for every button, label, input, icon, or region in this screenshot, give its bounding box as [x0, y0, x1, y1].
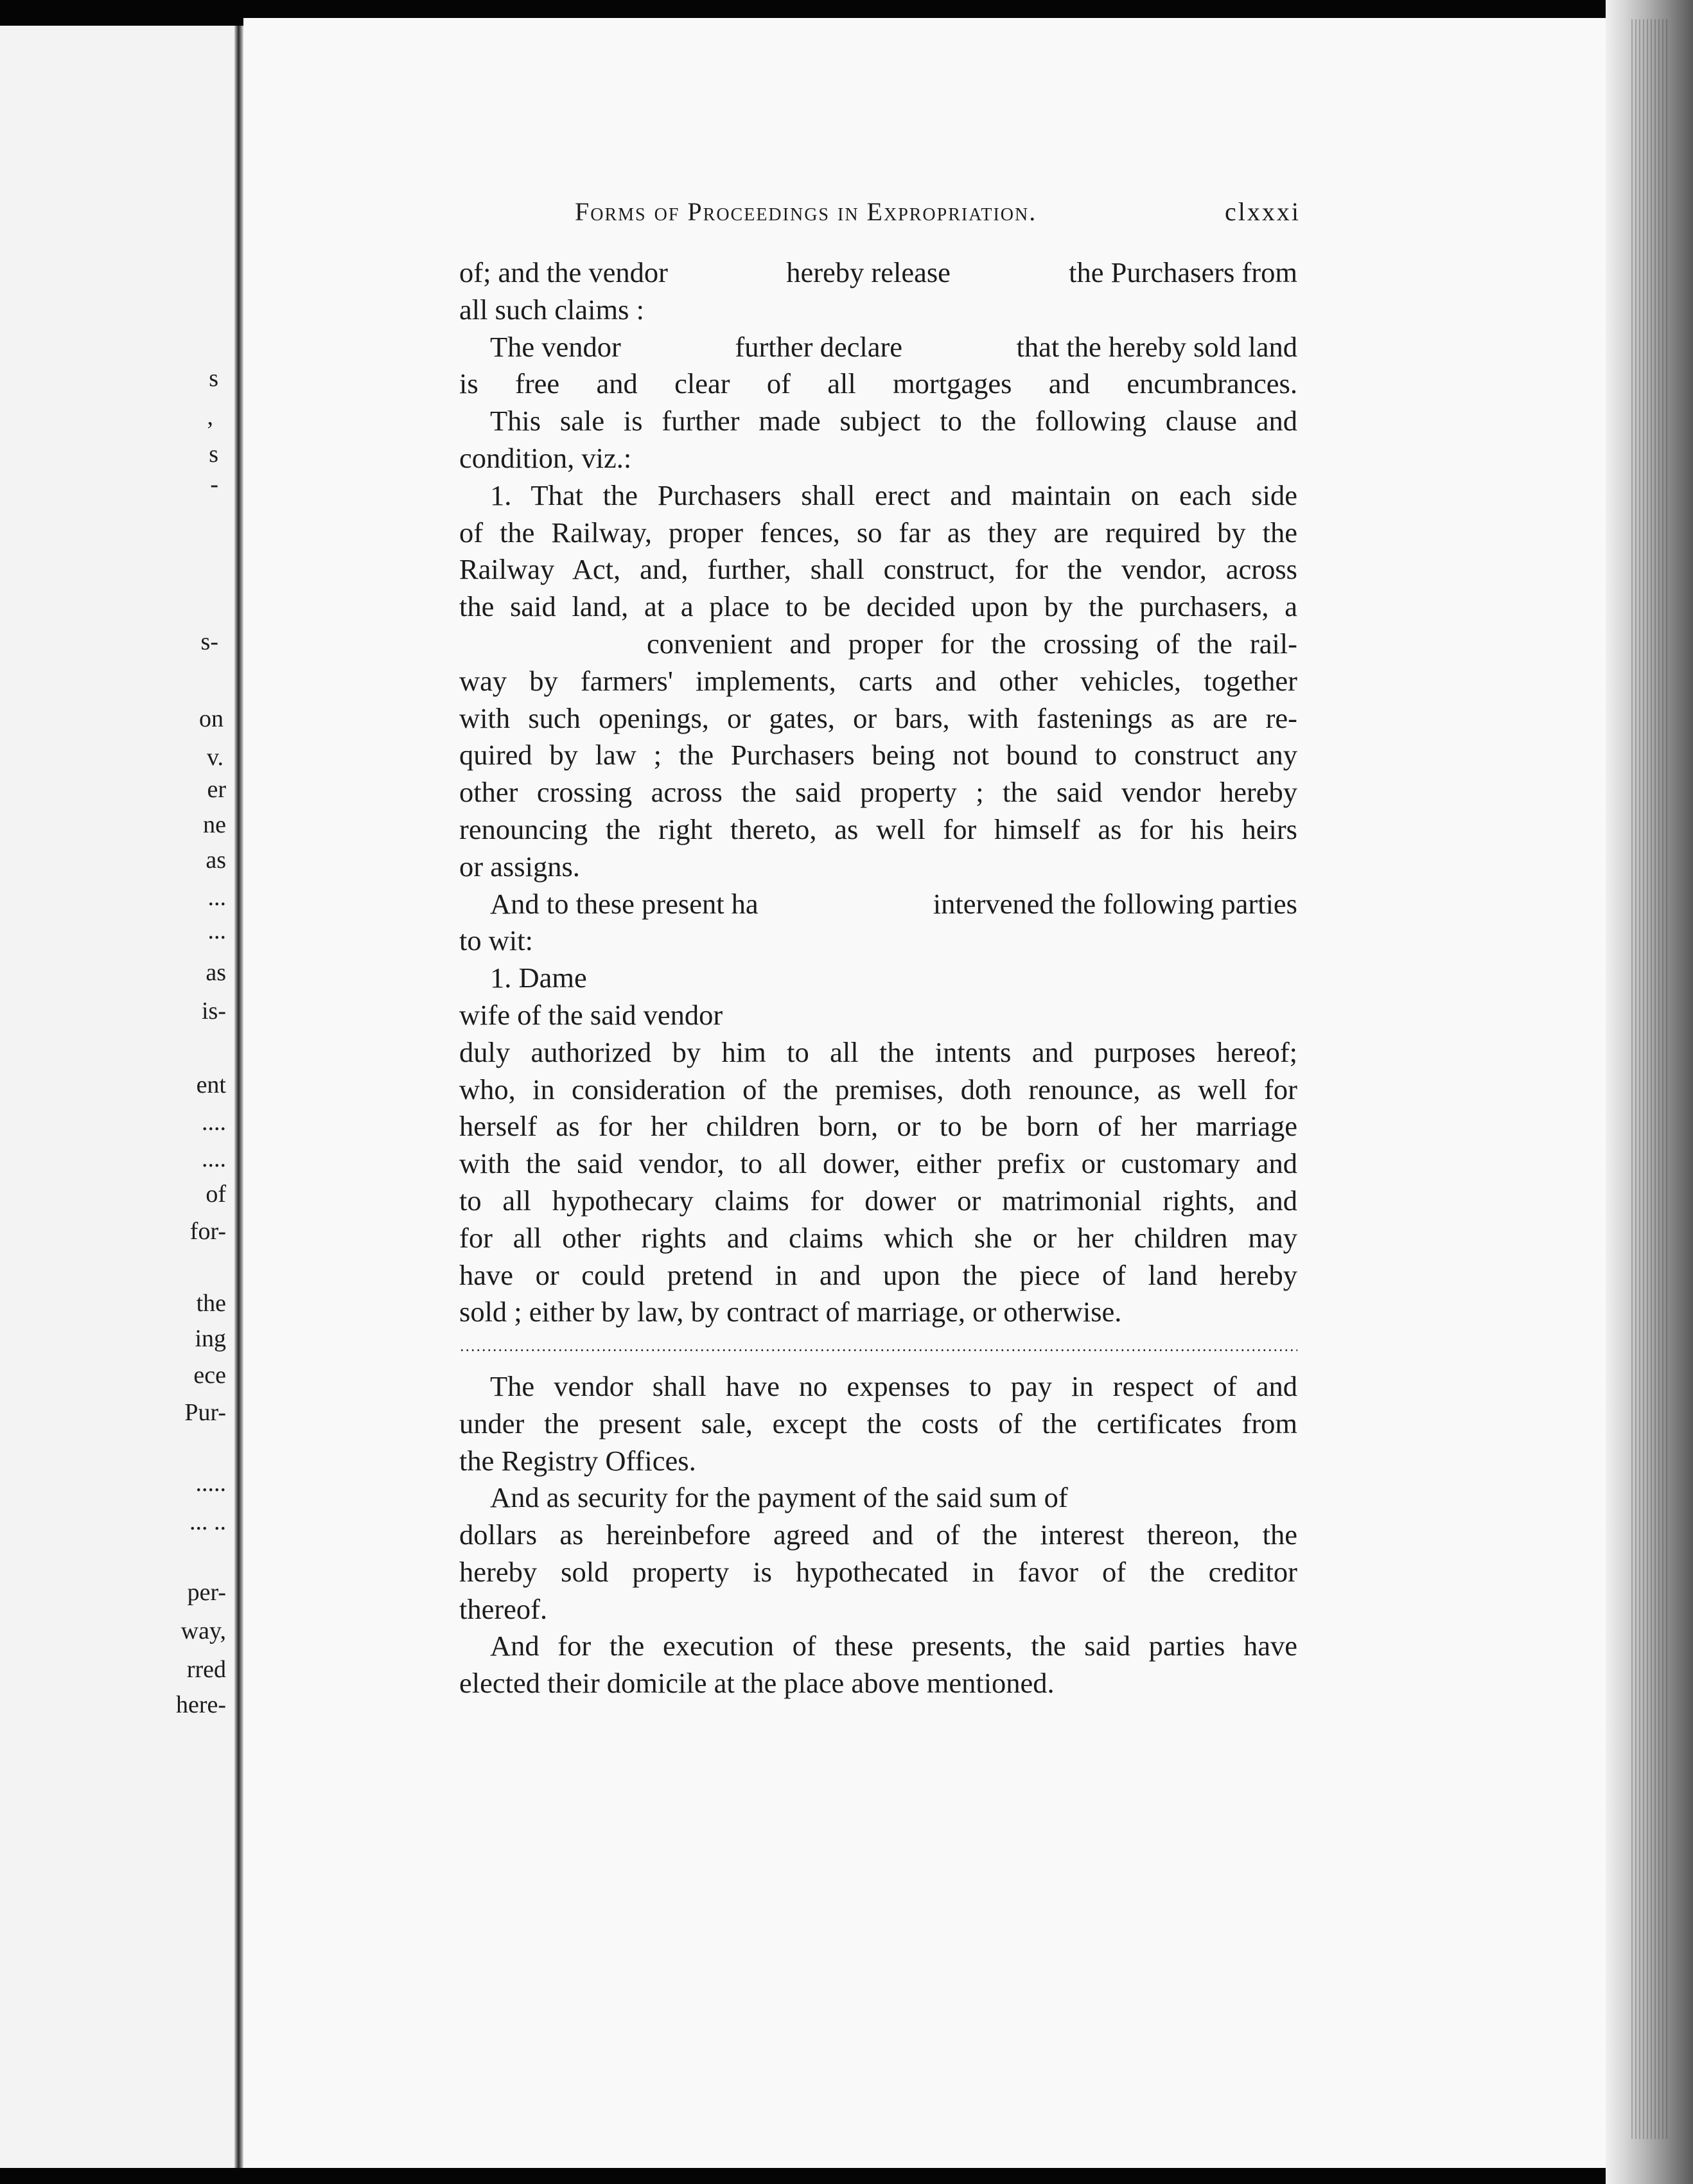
text-line: with such openings, or gates, or bars, with fastenings as are re- [459, 701, 1297, 734]
previous-page-fragment: , [207, 403, 213, 430]
previous-page-fragment: s [209, 365, 218, 392]
text-line: herself as for her children born, or to be born of her marriage [459, 1110, 1297, 1143]
text-line [459, 254, 1297, 292]
text-segment: of; and the vendor [459, 256, 668, 288]
previous-page-fragment: ne [203, 811, 226, 838]
previous-page-fragment: for- [189, 1218, 226, 1245]
previous-page-fragment: s- [200, 628, 218, 655]
previous-page-fragment: on [199, 705, 224, 732]
previous-page-fragment: the [196, 1290, 226, 1317]
text-line: under the present sale, except the costs of the certificates from [459, 1407, 1297, 1440]
text-line: other crossing across the said property ; the said vendor hereby [459, 776, 1297, 809]
text-line: who, in consideration of the premises, doth renounce, as well for [459, 1073, 1297, 1105]
text-line: with the said vendor, to all dower, either prefix or customary and [459, 1147, 1297, 1180]
text-segment: that the hereby sold land [1016, 330, 1297, 363]
text-line: And as security for the payment of the said sum of [490, 1481, 1068, 1514]
previous-page-fragment: Pur- [184, 1399, 226, 1426]
previous-page-fragment: .... [202, 1109, 226, 1136]
previous-page-fragment: is- [202, 998, 226, 1025]
previous-page-fragment: of [206, 1181, 226, 1208]
text-line: The vendor shall have no expenses to pay in respect of and [490, 1369, 1297, 1402]
text-line: renouncing the right thereto, as well for himself as for his heirs [459, 813, 1297, 845]
text-line: 1. Dame [490, 962, 587, 994]
previous-page-fragment: rred [186, 1656, 226, 1683]
body-text [459, 254, 1297, 1702]
text-line: sold ; either by law, by contract of marriage, or otherwise. [459, 1296, 1122, 1328]
text-line: quired by law ; the Purchasers being not bound to construct any [459, 739, 1297, 771]
text-segment: intervened the following parties [933, 887, 1297, 920]
text-line: to all hypothecary claims for dower or matrimonial rights, and [459, 1184, 1297, 1217]
previous-page-fragment: - [210, 471, 218, 498]
previous-page-fragment: ing [195, 1325, 226, 1352]
text-segment: the Purchasers from [1069, 256, 1297, 288]
text-line: Railway Act, and, further, shall construct, for the vendor, across [459, 553, 1297, 586]
running-head [575, 197, 1301, 229]
text-segment: And to these present ha [490, 887, 759, 920]
previous-page-fragment: here- [175, 1691, 226, 1718]
previous-page-fragment: ... .. [189, 1508, 226, 1535]
text-line: all such claims : [459, 293, 644, 326]
previous-page-fragment: s [209, 441, 218, 468]
text-line: the Registry Offices. [459, 1444, 696, 1477]
text-line: to wit: [459, 924, 533, 957]
running-head-title: Forms of Proceedings in Expropriation. [575, 197, 1037, 226]
text-segment: hereby release [786, 256, 951, 288]
previous-page-fragment: ..... [195, 1470, 226, 1497]
text-line: thereof. [459, 1592, 548, 1625]
page-edge-lines [1631, 19, 1670, 2139]
text-line: the said land, at a place to be decided upon by the purchasers, a [459, 590, 1297, 623]
text-line: for all other rights and claims which she or her children may [459, 1221, 1297, 1254]
text-line [459, 329, 1297, 366]
text-line: have or could pretend in and upon the piece of land hereby [459, 1258, 1297, 1291]
text-line [459, 886, 1297, 923]
previous-page-fragment: er [207, 776, 226, 803]
page-number: clxxxi [1225, 197, 1301, 226]
text-line: duly authorized by him to all the intents and purposes hereof; [459, 1035, 1297, 1068]
previous-page-fragment: per- [187, 1579, 226, 1606]
text-line: This sale is further made subject to the following clause and [490, 405, 1297, 437]
previous-page-fragment: as [206, 847, 226, 874]
text-line: is free and clear of all mortgages and encumbrances. [459, 367, 1297, 400]
text-segment: further declare [735, 330, 903, 363]
text-line: way by farmers' implements, carts and other vehicles, together [459, 664, 1297, 697]
text-segment: The vendor [490, 330, 621, 363]
previous-page-fragment: ece [193, 1362, 226, 1389]
text-line: wife of the said vendor [459, 998, 723, 1031]
text-line: or assigns. [459, 850, 580, 883]
text-line: dollars as hereinbefore agreed and of the interest thereon, the [459, 1519, 1297, 1551]
text-line: condition, viz.: [459, 441, 632, 474]
previous-page-fragment: ... [207, 884, 226, 911]
previous-page-fragment: v. [206, 744, 224, 771]
previous-page-fragment: ... [207, 917, 226, 944]
text-line: convenient and proper for the crossing of the rail- [647, 627, 1297, 660]
dotted-separator [459, 1331, 1297, 1368]
text-line: of the Railway, proper fences, so far as they are required by the [459, 516, 1297, 549]
text-line: 1. That the Purchasers shall erect and maintain on each side [490, 479, 1297, 511]
previous-page-fragment: way, [180, 1617, 226, 1644]
text-line: And for the execution of these presents, the said parties have [490, 1630, 1297, 1662]
previous-page-fragment: .... [202, 1145, 226, 1172]
previous-page-fragment: ent [196, 1071, 226, 1098]
previous-page-fragment: as [206, 959, 226, 986]
book-gutter [234, 26, 243, 2168]
text-line: hereby sold property is hypothecated in favor of the creditor [459, 1555, 1297, 1588]
text-line: elected their domicile at the place above mentioned. [459, 1667, 1055, 1700]
